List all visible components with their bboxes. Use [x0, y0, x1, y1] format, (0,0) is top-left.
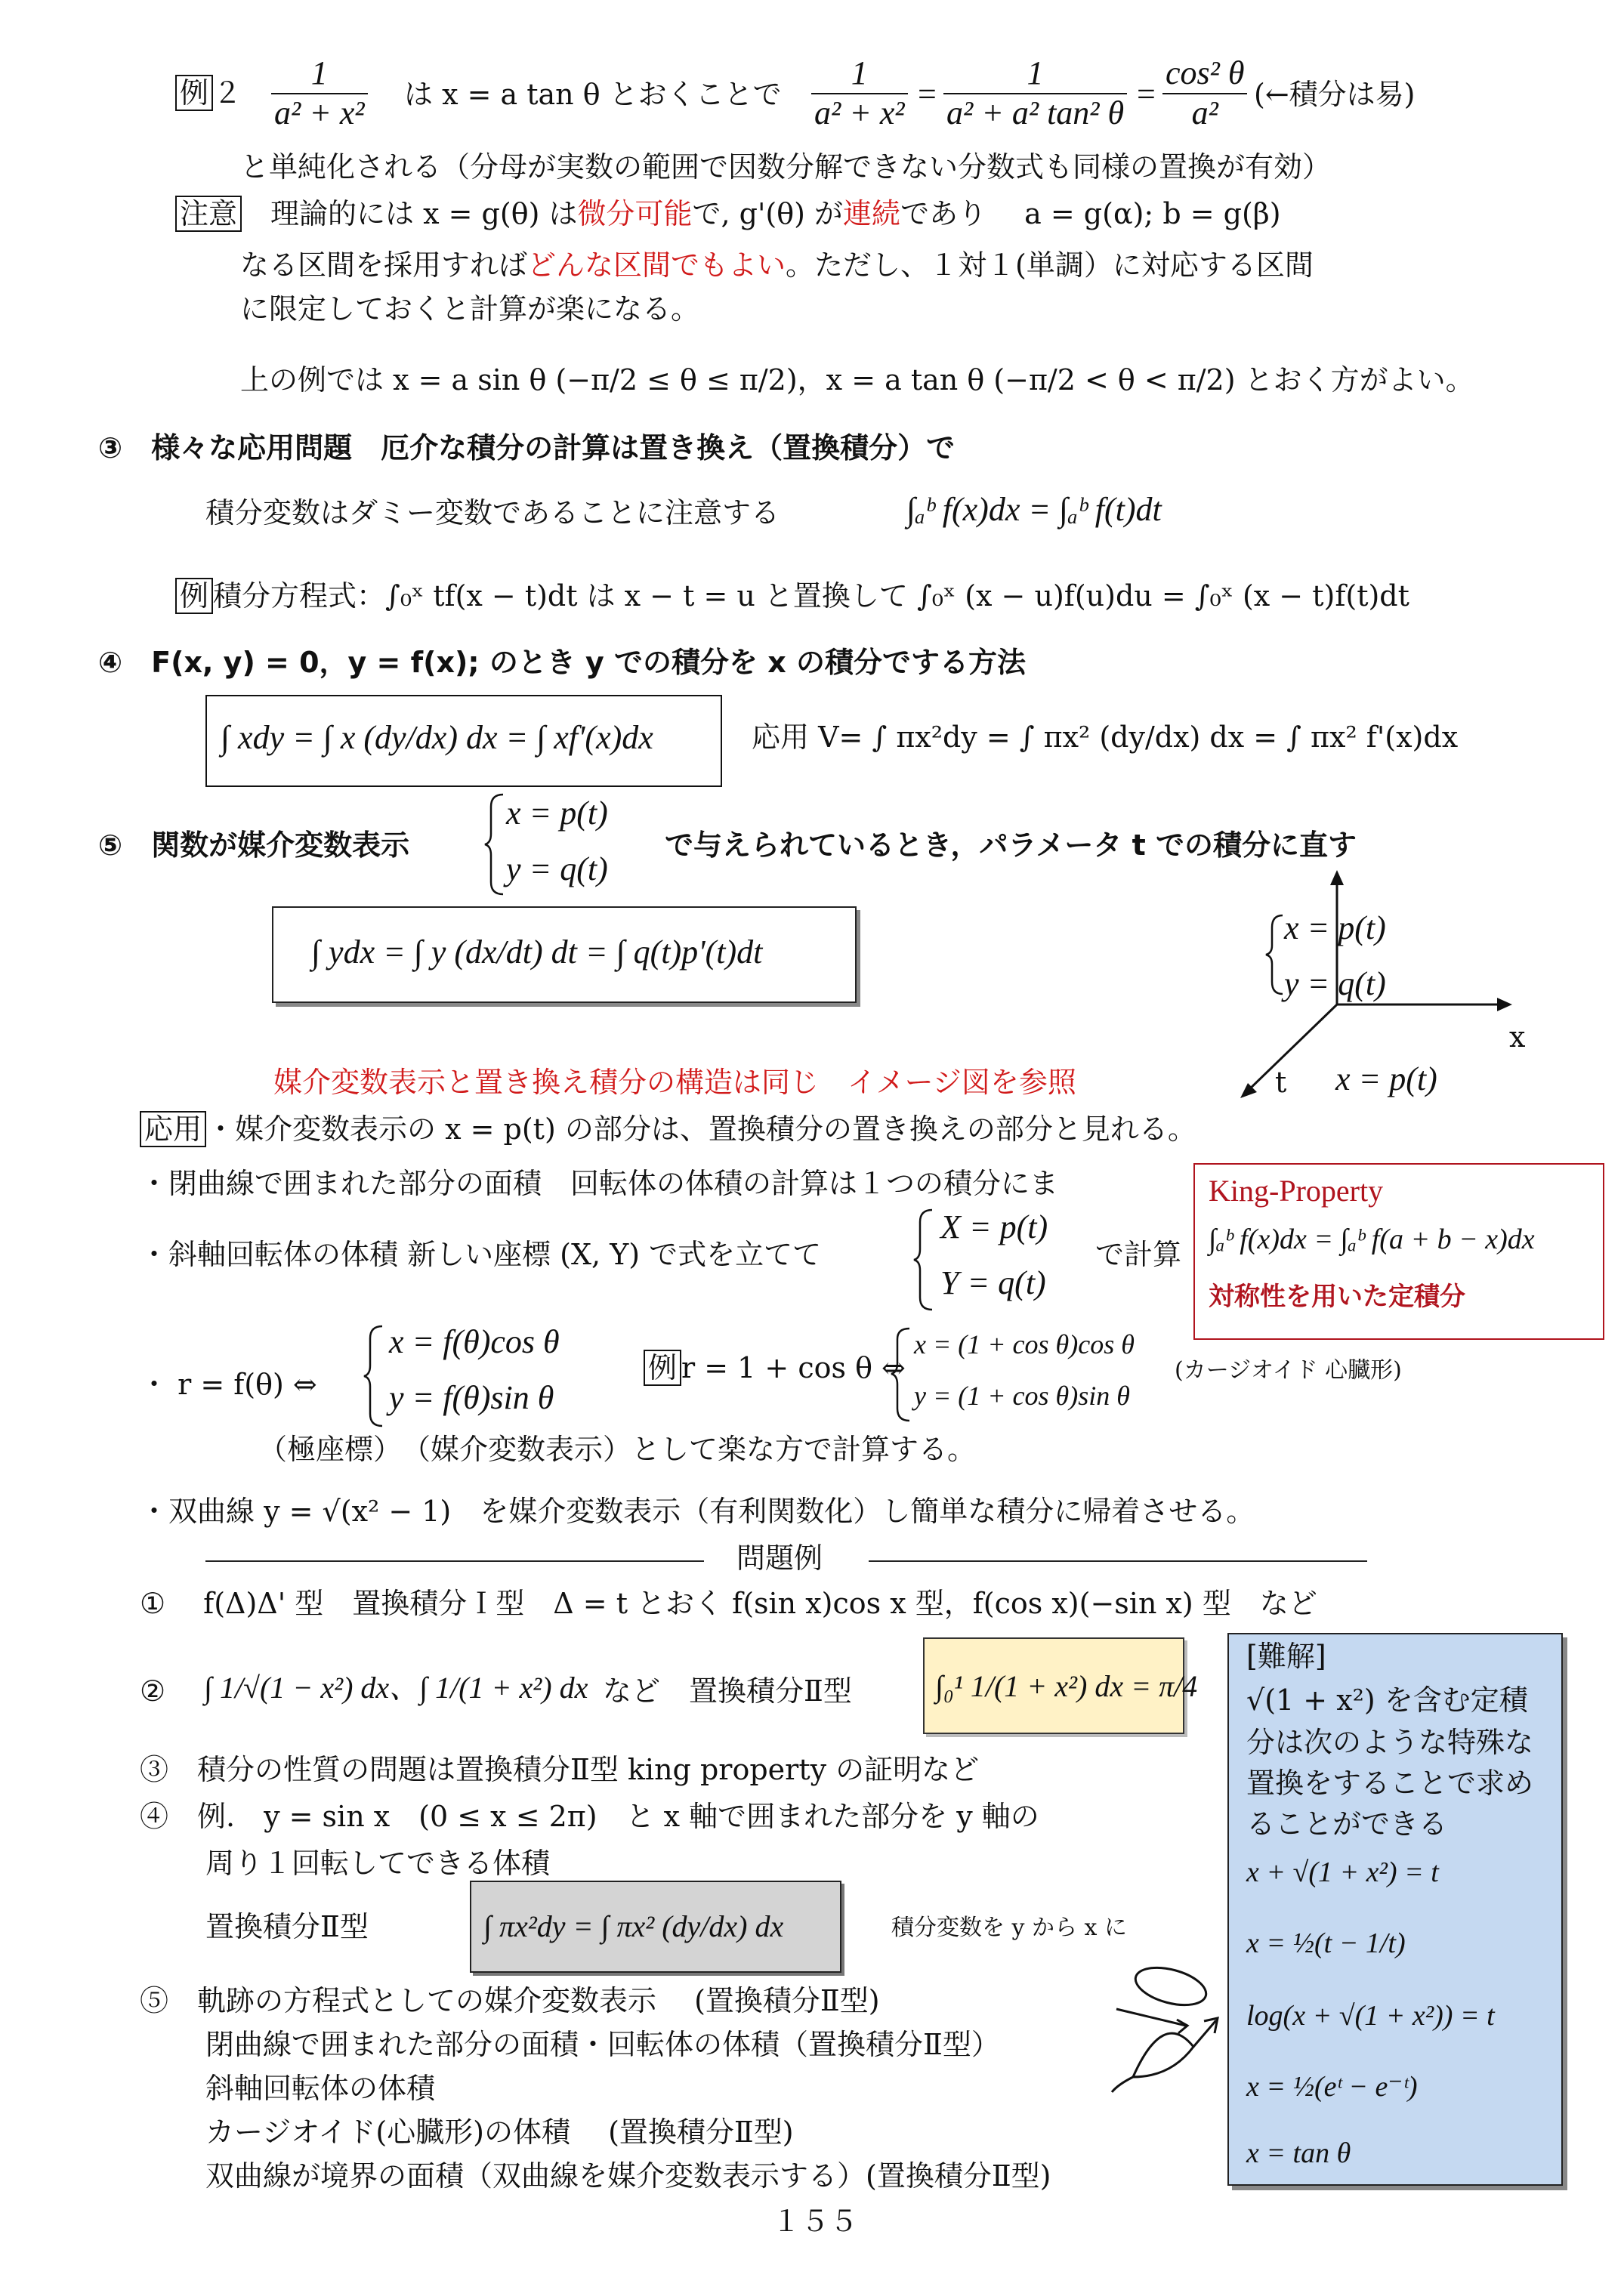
problem-5-line-4: カージオイド(心臓形)の体積 (置換積分Ⅱ型) — [205, 2116, 794, 2149]
example-box-label: 例 — [644, 1350, 681, 1386]
hard-note-formula-1: x + √(1 + x²) = t — [1246, 1856, 1439, 1888]
caution-text: なる区間を採用すれば — [240, 248, 528, 282]
caution-line-3: に限定しておくと計算が楽になる。 — [240, 292, 700, 326]
example-2-fraction-2 — [808, 54, 911, 132]
caution-line-2 — [240, 249, 1314, 282]
apply-line-1 — [140, 1113, 1196, 1146]
problem-2-number: ② — [140, 1674, 166, 1708]
figure-x-label: x — [1509, 1020, 1526, 1054]
hard-note-formula-4: x = ½(eᵗ − e⁻ᵗ) — [1246, 2071, 1418, 2103]
example-2-fraction-4 — [1159, 54, 1250, 132]
integral-equation-text: 積分方程式：∫₀ˣ tf(x − t)dt は x − t = u と置換して ∫₀ˣ (x − u)f(u)du = ∫₀ˣ (x − t)f(t)dt — [213, 579, 1409, 613]
cardioid-equation: r = 1 + cos θ ⇔ — [681, 1351, 906, 1384]
example-box-label: 例 — [175, 75, 213, 111]
caution-text: であり a = g(α); b = g(β) — [900, 197, 1281, 230]
problem-4-line-1: ④ 例. y = sin x (0 ≤ x ≤ 2π) と x 軸で囲まれた部分を y 軸の — [140, 1800, 1039, 1833]
x-axis-arrowhead-icon — [1497, 998, 1512, 1011]
equals-sign: = — [1137, 76, 1156, 113]
section-4-title: ④ F(x, y) = 0，y = f(x); のとき y での積分を x の積分でする方法 — [98, 646, 1027, 679]
example-box-label: 例 — [175, 578, 213, 614]
frac-denominator: a² + a² tan² θ — [946, 94, 1125, 131]
apply-line-3b: で計算 — [1095, 1238, 1182, 1271]
example-2-line-2: と単純化される（分母が実数の範囲で因数分解できない分数式も同様の置換が有効） — [240, 150, 1332, 184]
caution-line-1 — [175, 198, 1281, 231]
problem-5-line-3: 斜軸回転体の体積 — [205, 2072, 436, 2105]
problem-4-note: 積分変数を y から x に — [891, 1915, 1128, 1941]
hard-note-formula-2: x = ½(t − 1/t) — [1246, 1927, 1406, 1959]
problem-5-line-1: ⑤ 軌跡の方程式としての媒介変数表示 (置換積分Ⅱ型) — [140, 1984, 880, 2017]
caution-text: で, g'(θ) が — [692, 197, 844, 230]
problem-2-integrals: ∫ 1/√(1 − x²) dx、∫ 1/(1 + x²) dx — [204, 1671, 588, 1705]
caution-line-4: 上の例では x = a sin θ (−π/2 ≤ θ ≤ π/2)，x = a tan θ (−π/2 < θ < π/2) とおく方がよい。 — [240, 363, 1474, 397]
problem-5-line-5: 双曲線が境界の面積（双曲線を媒介変数表示する）(置換積分Ⅱ型) — [205, 2159, 1051, 2193]
caution-text: 。ただし、１対１(単調）に対応する区間 — [786, 248, 1314, 282]
figure-system-y: y = q(t) — [1284, 965, 1386, 1002]
section-5-system-x: x = p(t) — [506, 795, 608, 832]
example-number: ２ — [213, 76, 242, 110]
section-4-boxed-formula: ∫ xdy = ∫ x (dy/dx) dx = ∫ xf'(x)dx — [221, 719, 653, 756]
apply-line-3a: ・斜軸回転体の体積 新しい座標 (X, Y) で式を立てて — [140, 1238, 822, 1271]
apply-line-4b — [644, 1352, 906, 1385]
frac-denominator: a² + x² — [274, 94, 365, 131]
section-5-title-a: ⑤ 関数が媒介変数表示 — [98, 829, 410, 862]
apply-text: ・媒介変数表示の x = p(t) の部分は、置換積分の置き換えの部分と見れる。 — [206, 1113, 1196, 1146]
example-2-fraction-1 — [268, 54, 371, 132]
section-3-formula: ∫ₐᵇ f(x)dx = ∫ₐᵇ f(t)dt — [906, 491, 1162, 528]
problem-4-line-2: 周り１回転してできる体積 — [205, 1847, 551, 1880]
caution-label: 注意 — [175, 196, 242, 232]
hard-note-formula-3: log(x + √(1 + x²)) = t — [1246, 2000, 1495, 2032]
cardioid-system-y: y = (1 + cos θ)sin θ — [914, 1381, 1130, 1411]
figure-t-label: t — [1275, 1066, 1287, 1099]
section-3-line-1: 積分変数はダミー変数であることに注意する — [205, 496, 780, 529]
figure-system-x: x = p(t) — [1284, 909, 1386, 946]
equals-sign: = — [918, 76, 937, 113]
heading-rule-left — [205, 1560, 704, 1562]
example-2-label — [175, 77, 242, 110]
hard-note-line-2: 分は次のような特殊な — [1246, 1726, 1534, 1759]
problem-2-highlight-formula: ∫₀¹ 1/(1 + x²) dx = π/4 — [935, 1669, 1198, 1703]
problem-4-gray-formula: ∫ πx²dy = ∫ πx² (dy/dx) dx — [483, 1909, 784, 1943]
hard-note-title: [難解] — [1246, 1640, 1326, 1673]
apply-line-6: ・双曲線 y = √(x² − 1) を媒介変数表示（有利関数化）し簡単な積分に帰着させる。 — [140, 1495, 1255, 1528]
example-2-note: (←積分は易) — [1254, 78, 1416, 111]
problem-2-text: など 置換積分Ⅱ型 — [603, 1674, 852, 1708]
cardioid-system-x: x = (1 + cos θ)cos θ — [914, 1329, 1135, 1359]
apply-label: 応用 — [140, 1111, 206, 1147]
polar-system-y: y = f(θ)sin θ — [389, 1379, 554, 1416]
section-5-boxed-formula: ∫ ydx = ∫ y (dx/dt) dt = ∫ q(t)p'(t)dt — [311, 934, 763, 971]
t-axis-arrow — [1246, 1005, 1337, 1092]
king-property-formula: ∫ₐᵇ f(x)dx = ∫ₐᵇ f(a + b − x)dx — [1209, 1224, 1535, 1255]
problem-5-line-2: 閉曲線で囲まれた部分の面積・回転体の体積（置換積分Ⅱ型） — [205, 2028, 1000, 2061]
apply-system-y: Y = q(t) — [940, 1264, 1046, 1301]
example-2-fraction-3 — [940, 54, 1130, 132]
hard-note-line-1: √(1 + x²) を含む定積 — [1246, 1683, 1528, 1717]
section-5-title-b: で与えられているとき，パラメータ t での積分に直す — [665, 829, 1357, 862]
frac-numerator: 1 — [943, 54, 1127, 94]
problem-1: ① f(Δ)Δ' 型 置換積分Ｉ型 Δ = t とおく f(sin x)cos x 型，f(cos x)(−sin x) 型 など — [140, 1587, 1317, 1620]
section-5-red-note: 媒介変数表示と置き換え積分の構造は同じ イメージ図を参照 — [273, 1066, 1076, 1099]
frac-numerator: 1 — [271, 54, 368, 94]
problems-heading: 問題例 — [736, 1542, 823, 1575]
left-brace-icon — [363, 1323, 385, 1429]
hard-note-line-3: 置換をすることで求め — [1246, 1767, 1534, 1800]
problem-3: ③ 積分の性質の問題は置換積分Ⅱ型 king property の証明など — [140, 1753, 980, 1786]
example-2-substitution-text: は x = a tan θ とおくことで — [404, 78, 782, 111]
section-4-applied-formula: 応用 V= ∫ πx²dy = ∫ πx² (dy/dx) dx = ∫ πx² f'(x)dx — [752, 721, 1459, 754]
hard-note-formula-5: x = tan θ — [1246, 2137, 1351, 2169]
apply-line-5: （極座標） （媒介変数表示）として楽な方で計算する。 — [258, 1433, 977, 1466]
frac-numerator: 1 — [811, 54, 908, 94]
section-3-example — [175, 580, 1409, 613]
problem-4-line-3: 置換積分Ⅱ型 — [205, 1910, 369, 1943]
polar-system-x: x = f(θ)cos θ — [389, 1323, 560, 1360]
cardioid-note: (カージオイド 心臓形) — [1175, 1357, 1402, 1384]
apply-line-4a: ・ r = f(θ) ⇔ — [140, 1368, 317, 1401]
king-property-title: King-Property — [1209, 1174, 1384, 1208]
y-axis-arrowhead-icon — [1330, 870, 1344, 885]
cardioid-sketch-icon — [1110, 1964, 1231, 2130]
figure-brace-icon — [1266, 915, 1283, 994]
left-brace-icon — [890, 1325, 912, 1424]
hard-note-line-4: ることができる — [1246, 1807, 1448, 1841]
apply-line-2: ・閉曲線で囲まれた部分の面積 回転体の体積の計算は１つの積分にま — [140, 1167, 1059, 1200]
apply-system-x: X = p(t) — [940, 1208, 1048, 1245]
king-property-subtitle: 対称性を用いた定積分 — [1209, 1282, 1465, 1312]
caution-highlight: どんな区間でもよい — [527, 248, 786, 282]
left-brace-icon — [912, 1207, 935, 1313]
caution-text: 理論的には x = g(θ) は — [270, 197, 578, 230]
frac-denominator: a² + x² — [814, 94, 905, 131]
caution-highlight: 連続 — [843, 197, 901, 230]
page-number: １５５ — [772, 2205, 859, 2238]
frac-numerator: cos² θ — [1162, 54, 1247, 94]
figure-x-equals-p-label: x = p(t) — [1335, 1060, 1437, 1097]
section-5-system-y: y = q(t) — [506, 850, 608, 887]
frac-denominator: a² — [1191, 94, 1218, 131]
left-brace-icon — [483, 792, 506, 897]
section-3-title: ③ 様々な応用問題 厄介な積分の計算は置き換え（置換積分）で — [98, 431, 956, 464]
caution-highlight: 微分可能 — [577, 197, 693, 230]
heading-rule-right — [869, 1560, 1367, 1562]
